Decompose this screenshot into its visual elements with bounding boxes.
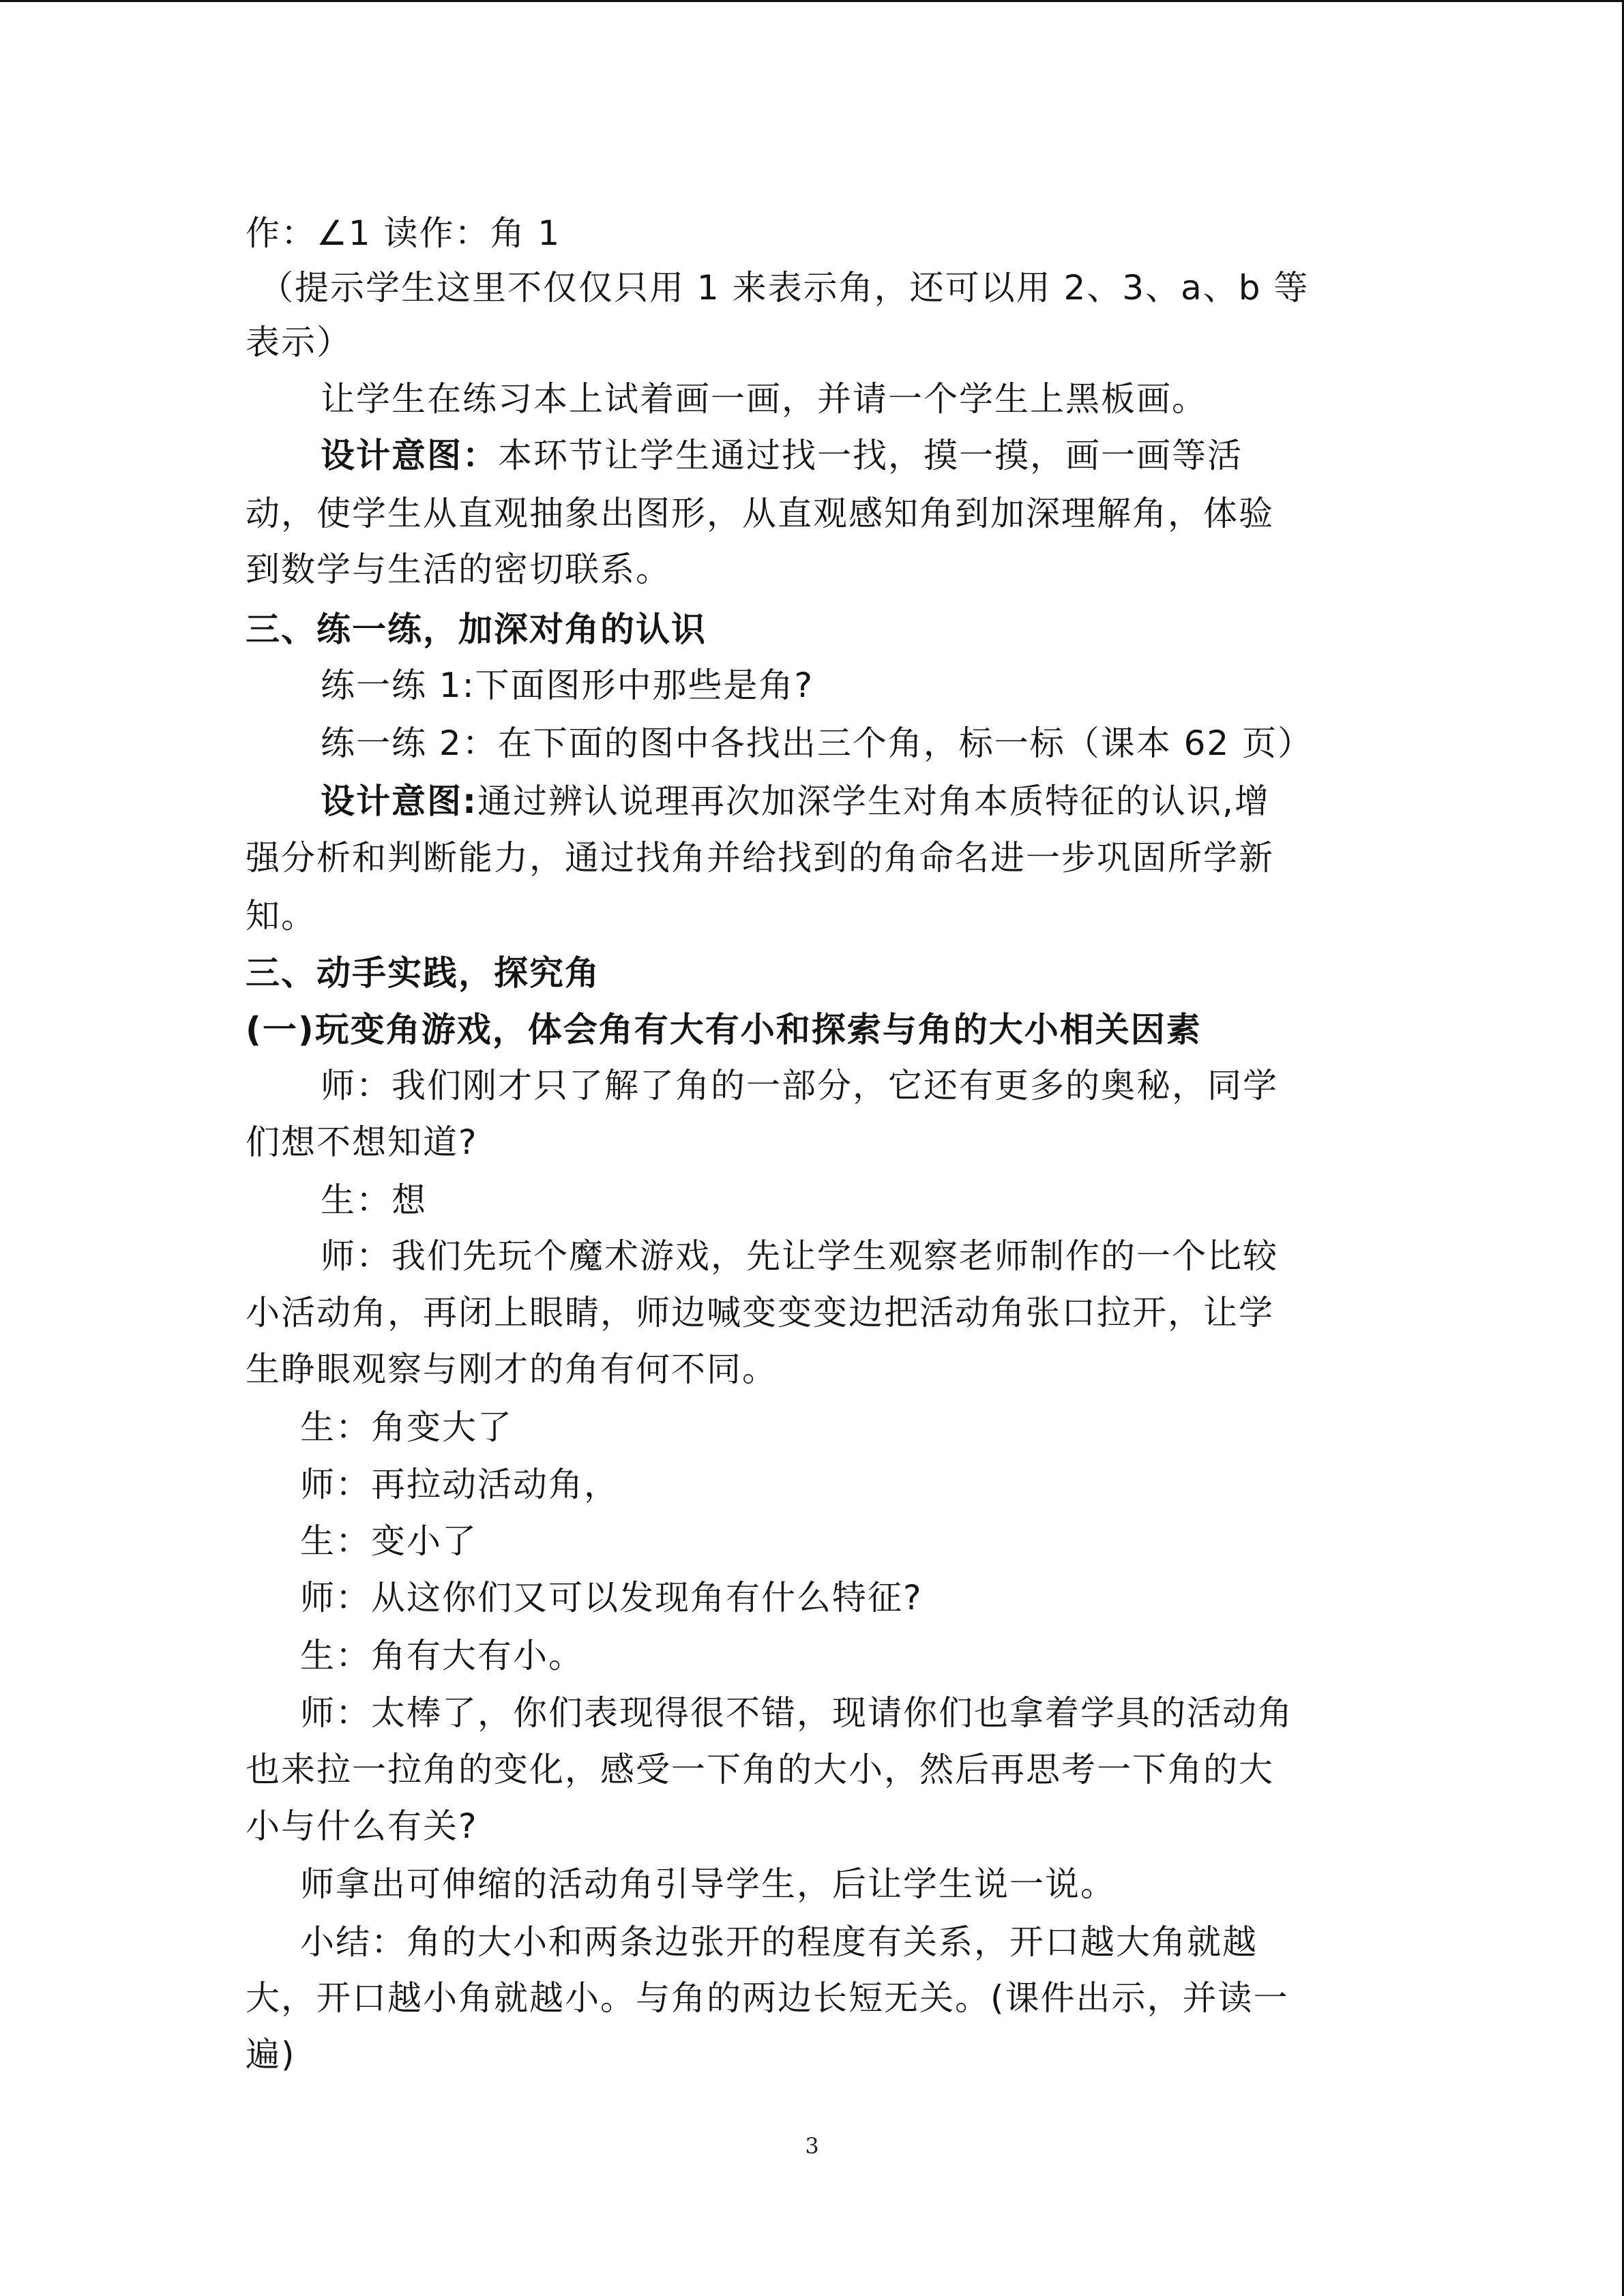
text-line: 作：∠1 读作：角 1: [246, 213, 561, 253]
text-line: 生睁眼观察与刚才的角有何不同。: [246, 1350, 778, 1389]
text-line: 动，使学生从直观抽象出图形，从直观感知角到加深理解角，体验: [246, 494, 1274, 533]
design-intent-text: 本环节让学生通过找一找，摸一摸，画一画等活: [498, 436, 1243, 475]
text-line: 练一练 2：在下面的图中各找出三个角，标一标（课本 62 页）: [321, 724, 1314, 763]
text-line: 大，开口越小角就越小。与角的两边长短无关。(课件出示，并读一: [246, 1978, 1289, 2018]
text-line: 师：我们先玩个魔术游戏，先让学生观察老师制作的一个比较: [321, 1236, 1278, 1276]
text-line: 小活动角，再闭上眼睛，师边喊变变变边把活动角张口拉开，让学: [246, 1293, 1274, 1332]
paragraph-design-intent-2: [321, 781, 1270, 822]
section-heading: 三、练一练，加深对角的认识: [246, 610, 707, 649]
design-intent-label: 设计意图：: [321, 436, 498, 475]
text-line: 师：从这你们又可以发现角有什么特征?: [300, 1578, 923, 1617]
text-line: （提示学生这里不仅仅只用 1 来表示角，还可以用 2、3、a、b 等: [259, 268, 1310, 308]
text-line: 生：变小了: [300, 1521, 477, 1561]
section-heading: 三、动手实践，探究角: [246, 953, 600, 993]
text-line: 小与什么有关?: [246, 1806, 478, 1846]
text-line: 表示）: [246, 323, 352, 362]
text-line: 小结：角的大小和两条边张开的程度有关系，开口越大角就越: [300, 1922, 1258, 1962]
text-line: 们想不想知道?: [246, 1122, 478, 1162]
text-line: 师：太棒了，你们表现得很不错，现请你们也拿着学具的活动角: [300, 1693, 1293, 1733]
page-top-border: [0, 0, 1624, 2]
text-line: 遍): [246, 2035, 296, 2074]
sub-heading: (一)玩变角游戏，体会角有大有小和探索与角的大小相关因素: [246, 1010, 1202, 1049]
design-intent-text: 通过辨认说理再次加深学生对角本质特征的认识,增: [477, 781, 1270, 821]
text-line: 让学生在练习本上试着画一画，并请一个学生上黑板画。: [321, 379, 1207, 419]
text-line: 知。: [246, 896, 316, 936]
page-number: 3: [805, 2133, 819, 2159]
text-line: 师：再拉动活动角，: [300, 1465, 619, 1504]
text-line: 师拿出可伸缩的活动角引导学生，后让学生说一说。: [300, 1864, 1116, 1904]
text-line: 生：想: [321, 1180, 427, 1220]
paragraph-design-intent-1: [321, 435, 1243, 476]
text-line: 生：角有大有小。: [300, 1636, 584, 1675]
text-line: 师：我们刚才只了解了角的一部分，它还有更多的奥秘，同学: [321, 1066, 1278, 1105]
text-line: 也来拉一拉角的变化，感受一下角的大小，然后再思考一下角的大: [246, 1750, 1274, 1789]
design-intent-label: 设计意图:: [321, 781, 477, 821]
text-line: 到数学与生活的密切联系。: [246, 550, 671, 589]
text-line: 生：角变大了: [300, 1407, 513, 1447]
text-line: 强分析和判断能力，通过找角并给找到的角命名进一步巩固所学新: [246, 838, 1274, 878]
text-line: 练一练 1:下面图形中那些是角?: [321, 666, 814, 705]
